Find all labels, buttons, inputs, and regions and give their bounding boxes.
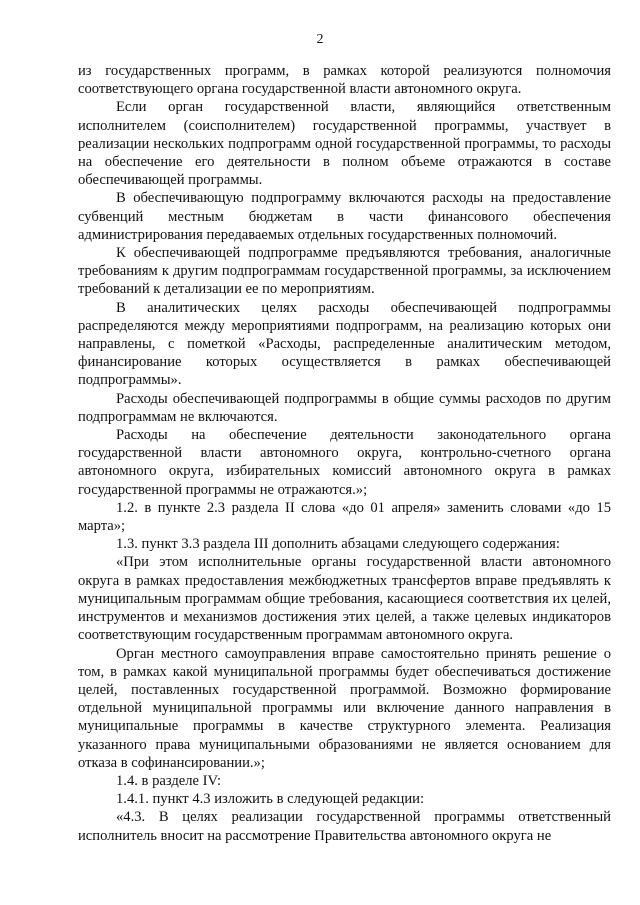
paragraph: К обеспечивающей подпрограмме предъявляются требования, аналогичные требованиям к другим подпрограммам государственной программы, за исключением требований к детализации ее по мероприятиям. [78,245,611,298]
paragraph: В обеспечивающую подпрограмму включаются расходы на предоставление субвенций местным бюджетам в части финансового обеспечения администрирования передаваемых отдельных государственных полномочий. [78,190,611,243]
paragraph: Расходы на обеспечение деятельности законодательного органа государственной власти автономного округа, контрольно-счетного органа автономного округа, избирательных комиссий автономного округа в рамках государственной программы не отражаются.»; [78,427,611,498]
paragraph: Если орган государственной власти, являющийся ответственным исполнителем (соисполнителем) государственной программы, участвует в реализации нескольких подпрограмм одной государственной программы, то расходы на обеспечение его деятельности в полном объеме отражаются в составе обеспечивающей программы. [78,99,611,189]
document-body [78,62,611,845]
paragraph: 1.4. в разделе IV: [116,772,222,789]
page-number: 2 [316,32,324,47]
paragraph: 1.3. пункт 3.3 раздела III дополнить абзацами следующего содержания: [116,536,560,553]
paragraph: В аналитических целях расходы обеспечивающей подпрограммы распределяются между мероприятиями подпрограмм, на реализацию которых они направлены, с пометкой «Расходы, распределенные аналитическим методом, финансирование которых осуществляется в рамках обеспечивающей подпрограммы». [78,299,611,389]
paragraph: «При этом исполнительные органы государственной власти автономного округа в рамках предоставления межбюджетных трансфертов вправе предъявлять к муниципальным программам общие требования, касающиеся соответствия их целей, инструментов и механизмов достижения этих целей, а также целевых индикаторов соответствующим государственным программам автономного округа. [78,554,611,644]
paragraph: из государственных программ, в рамках которой реализуются полномочия соответствующего органа государственной власти автономного округа. [78,63,611,98]
paragraph: Расходы обеспечивающей подпрограммы в общие суммы расходов по другим подпрограммам не включаются. [78,390,611,425]
paragraph: Орган местного самоуправления вправе самостоятельно принять решение о том, в рамках какой муниципальной программы будет обеспечиваться достижение целей, поставленных государственной программой. Возможно формирование отдельной муниципальной программы или включение данного направления в муниципальные программы в качестве структурного элемента. Реализация указанного права муниципальными образованиями не является основанием для отказа в софинансировании.»; [78,645,611,771]
paragraph: 1.2. в пункте 2.3 раздела II слова «до 01 апреля» заменить словами «до 15 марта»; [78,499,611,535]
paragraph: 1.4.1. пункт 4.3 изложить в следующей редакции: [116,791,425,808]
paragraph: «4.3. В целях реализации государственной программы ответственный исполнитель вносит на рассмотрение Правительства автономного округа не [78,809,611,844]
